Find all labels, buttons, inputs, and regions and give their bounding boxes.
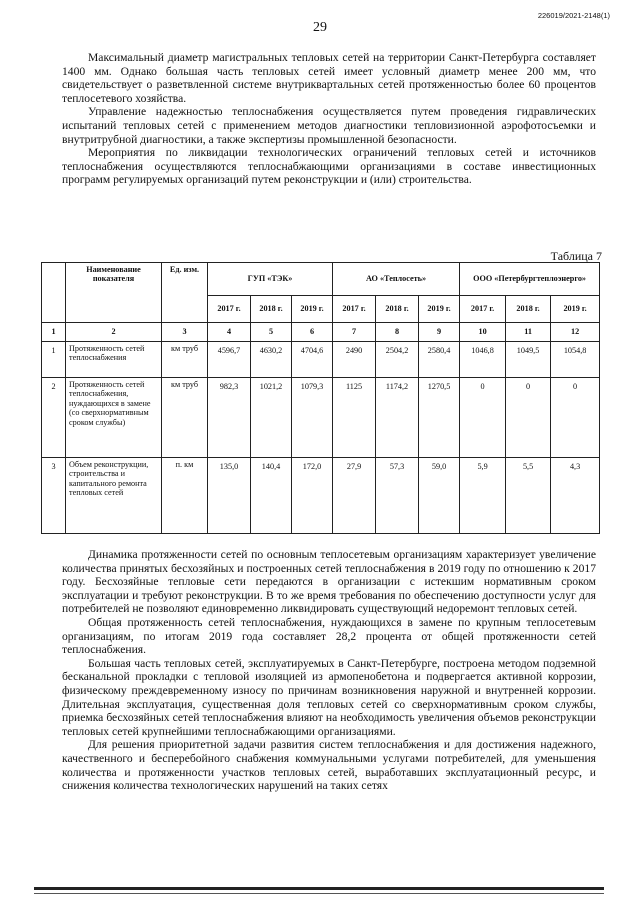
value-cell: 1079,3 [292, 378, 333, 458]
value-cell: 59,0 [419, 458, 460, 534]
header-cell [42, 263, 66, 323]
column-number: 2 [66, 323, 162, 342]
value-cell: 27,9 [333, 458, 376, 534]
table-row [42, 378, 600, 458]
column-number: 11 [506, 323, 551, 342]
footer-rule [34, 887, 604, 890]
column-number: 3 [162, 323, 208, 342]
bottom-text [62, 548, 596, 793]
row-number: 3 [42, 458, 66, 534]
value-cell: 2490 [333, 342, 376, 378]
header-year: 2017 г. [208, 296, 251, 323]
footer-rule [34, 893, 604, 894]
column-number: 6 [292, 323, 333, 342]
paragraph: Для решения приоритетной задачи развития систем теплоснабжения и для достижения надежного, качественного и бесперебойного снабжения коммунальными услугами потребителей, для уменьшения количества и протяженности участков тепловых сетей, выработавших эксплуатационный ресурс, и снижения количества технологических нарушений на таких сетях [62, 738, 596, 793]
row-unit: км труб [162, 378, 208, 458]
column-number: 7 [333, 323, 376, 342]
top-text [62, 51, 596, 187]
header-year: 2019 г. [551, 296, 600, 323]
column-number: 4 [208, 323, 251, 342]
column-number: 10 [460, 323, 506, 342]
header-org3: ООО «Петербургтеплоэнерго» [460, 263, 600, 296]
column-number: 1 [42, 323, 66, 342]
column-number: 8 [376, 323, 419, 342]
column-number: 12 [551, 323, 600, 342]
row-name: Протяженность сетей теплоснабжения [66, 342, 162, 378]
paragraph: Максимальный диаметр магистральных тепловых сетей на территории Санкт-Петербурга составляет 1400 мм. Однако большая часть тепловых сетей имеет условный диаметр менее 200 мм, что свидетельствует о разветвленной системе внутриквартальных сетей протяженностью более 60 процентов теплосетевого хозяйства. [62, 51, 596, 105]
paragraph: Управление надежностью теплоснабжения осуществляется путем проведения гидравлических испытаний тепловых сетей с применением методов диагностики тепловизионной аэрофотосъемки и внутритрубной диагностики, а также экспертизы промышленной безопасности. [62, 105, 596, 146]
document-id: 226019/2021-2148(1) [537, 11, 610, 20]
header-year: 2019 г. [419, 296, 460, 323]
header-year: 2019 г. [292, 296, 333, 323]
page-number: 29 [313, 20, 327, 35]
value-cell: 2504,2 [376, 342, 419, 378]
heat-network-table [41, 262, 600, 534]
header-year: 2017 г. [333, 296, 376, 323]
value-cell: 4704,6 [292, 342, 333, 378]
value-cell: 135,0 [208, 458, 251, 534]
value-cell: 172,0 [292, 458, 333, 534]
value-cell: 2580,4 [419, 342, 460, 378]
value-cell: 140,4 [251, 458, 292, 534]
row-number: 1 [42, 342, 66, 378]
header-year: 2018 г. [506, 296, 551, 323]
row-unit: км труб [162, 342, 208, 378]
header-unit: Ед. изм. [162, 263, 208, 323]
value-cell: 1054,8 [551, 342, 600, 378]
value-cell: 4596,7 [208, 342, 251, 378]
value-cell: 982,3 [208, 378, 251, 458]
value-cell: 0 [460, 378, 506, 458]
row-unit: п. км [162, 458, 208, 534]
header-year: 2018 г. [251, 296, 292, 323]
header-year: 2017 г. [460, 296, 506, 323]
value-cell: 1125 [333, 378, 376, 458]
value-cell: 0 [551, 378, 600, 458]
paragraph: Мероприятия по ликвидации технологических ограничений тепловых сетей и источников теплоснабжения осуществляются теплоснабжающими организациями в составе инвестиционных программ регулируемых организаций путем реконструкции и (или) строительства. [62, 146, 596, 187]
row-name: Протяженность сетей теплоснабжения, нуждающихся в замене (со сверхнормативным сроком службы) [66, 378, 162, 458]
paragraph: Общая протяженность сетей теплоснабжения, нуждающихся в замене по крупным теплосетевым организациям, по итогам 2019 года составляет 28,2 процента от общей протяженности сетей теплоснабжения. [62, 615, 596, 657]
value-cell: 57,3 [376, 458, 419, 534]
column-number: 5 [251, 323, 292, 342]
value-cell: 0 [506, 378, 551, 458]
header-name: Наименование показателя [66, 263, 162, 323]
value-cell: 5,5 [506, 458, 551, 534]
header-year: 2018 г. [376, 296, 419, 323]
table-row [42, 458, 600, 534]
value-cell: 1046,8 [460, 342, 506, 378]
row-number: 2 [42, 378, 66, 458]
value-cell: 1049,5 [506, 342, 551, 378]
paragraph: Динамика протяженности сетей по основным теплосетевым организациям характеризует увеличение количества принятых бесхозяйных и построенных сетей теплоснабжения в 2019 году по отношению к 2017 году. Бесхозяйные тепловые сети передаются в организации с истекшим нормативным сроком эксплуатации и требуют реконструкции. В то же время требования по обеспечению доступности услуг для потребителей не позволяют единовременно ликвидировать существующий недоремонт тепловых сетей. [62, 548, 596, 616]
value-cell: 1270,5 [419, 378, 460, 458]
value-cell: 4630,2 [251, 342, 292, 378]
paragraph: Большая часть тепловых сетей, эксплуатируемых в Санкт-Петербурге, построена методом подземной бесканальной прокладки с тепловой изоляцией из армопенобетона и подвергается активной коррозии, физическому преждевременному износу по причинам возникновения наружной и внутренней коррозии. Длительная эксплуатация, существенная доля тепловых сетей со сверхнормативным сроком службы, приемка бесхозяйных сетей теплоснабжения влияют на необходимость увеличения объемов реконструкции тепловых сетей крупнейшими теплоснабжающими организациями. [62, 656, 596, 738]
value-cell: 5,9 [460, 458, 506, 534]
column-number: 9 [419, 323, 460, 342]
value-cell: 1174,2 [376, 378, 419, 458]
header-org1: ГУП «ТЭК» [208, 263, 333, 296]
table-caption: Таблица 7 [550, 249, 602, 263]
header-org2: АО «Теплосеть» [333, 263, 460, 296]
value-cell: 1021,2 [251, 378, 292, 458]
value-cell: 4,3 [551, 458, 600, 534]
table-row [42, 342, 600, 378]
row-name: Объем реконструкции, строительства и капитального ремонта тепловых сетей [66, 458, 162, 534]
column-number-row [42, 323, 600, 342]
